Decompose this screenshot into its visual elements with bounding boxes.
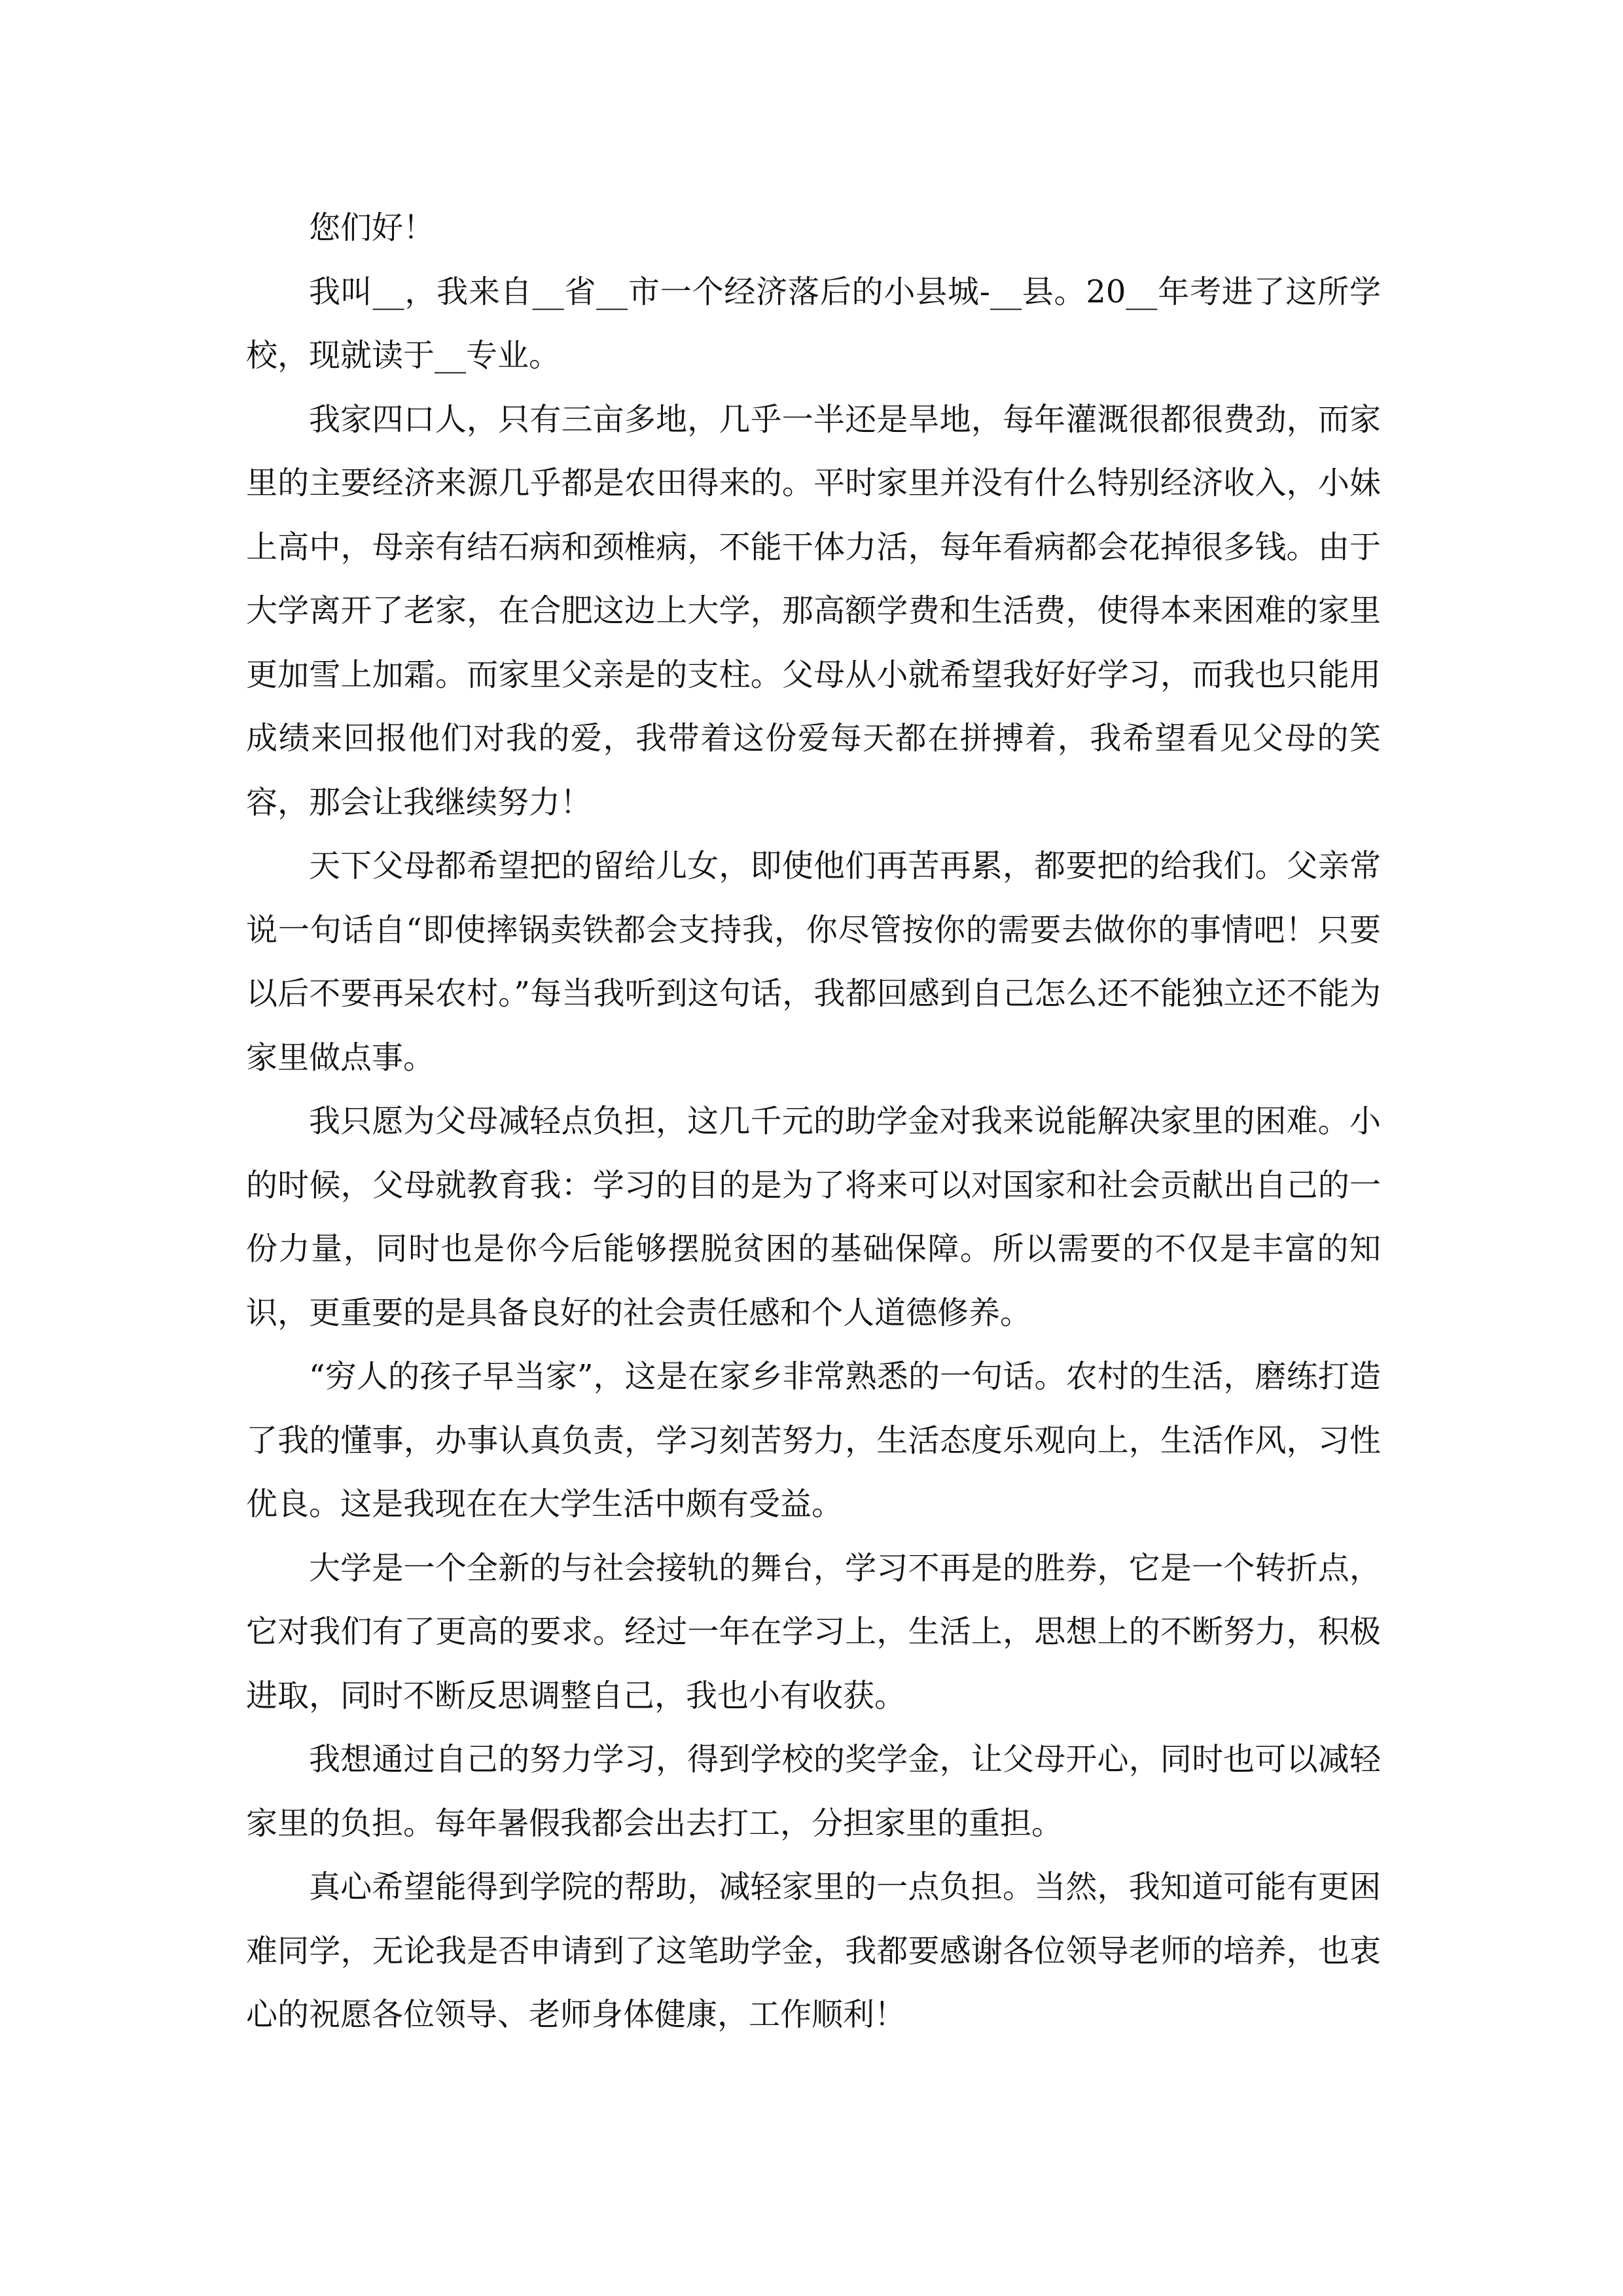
- family-situation-paragraph: 我家四口人，只有三亩多地，几乎一半还是旱地，每年灌溉很都很费劲，而家里的主要经济来源几乎都是农田得来的。平时家里并没有什么特别经济收入，小妹上高中，母亲有结石病和颈椎病，不能干体力活，每年看病都会花掉很多钱。由于大学离开了老家，在合肥这边上大学，那高额学费和生活费，使得本来困难的家里更加雪上加霜。而家里父亲是的支柱。父母从小就希望我好好学习，而我也只能用成绩来回报他们对我的爱，我带着这份爱每天都在拼搏着，我希望看见父母的笑容，那会让我继续努力！: [246, 401, 1381, 821]
- greeting-paragraph: 您们好！: [309, 209, 435, 246]
- closing-paragraph: 真心希望能得到学院的帮助，减轻家里的一点负担。当然，我知道可能有更困难同学，无论我是否申请到了这笔助学金，我都要感谢各位领导老师的培养，也衷心的祝愿各位领导、老师身体健康，工作顺利！: [246, 1869, 1381, 2033]
- university-life-paragraph: 大学是一个全新的与社会接轨的舞台，学习不再是的胜券，它是一个转折点，它对我们有了更高的要求。经过一年在学习上，生活上，思想上的不断努力，积极进取，同时不断反思调整自己，我也小有收获。: [246, 1549, 1381, 1714]
- document-body: [246, 196, 1381, 2047]
- parents-expectation-paragraph: 天下父母都希望把的留给儿女，即使他们再苦再累，都要把的给我们。父亲常说一句话自“即使摔锅卖铁都会支持我，你尽管按你的需要去做你的事情吧！只要以后不要再呆农村。”每当我听到这句话，我都回感到自己怎么还不能独立还不能为家里做点事。: [246, 848, 1381, 1076]
- introduction-paragraph: 我叫__，我来自__省__市一个经济落后的小县城-__县。20__年考进了这所学校，现就读于__专业。: [246, 273, 1381, 374]
- grant-purpose-paragraph: 我只愿为父母减轻点负担，这几千元的助学金对我来说能解决家里的困难。小的时候，父母就教育我：学习的目的是为了将来可以对国家和社会贡献出自己的一份力量，同时也是你今后能够摆脱贫困的基础保障。所以需要的不仅是丰富的知识，更重要的是具备良好的社会责任感和个人道德修养。: [246, 1103, 1381, 1331]
- upbringing-paragraph: “穷人的孩子早当家”，这是在家乡非常熟悉的一句话。农村的生活，磨练打造了我的懂事，办事认真负责，学习刻苦努力，生活态度乐观向上，生活作风，习性优良。这是我现在在大学生活中颇有受益。: [246, 1358, 1381, 1522]
- scholarship-goal-paragraph: 我想通过自己的努力学习，得到学校的奖学金，让父母开心，同时也可以减轻家里的负担。每年暑假我都会出去打工，分担家里的重担。: [246, 1741, 1381, 1842]
